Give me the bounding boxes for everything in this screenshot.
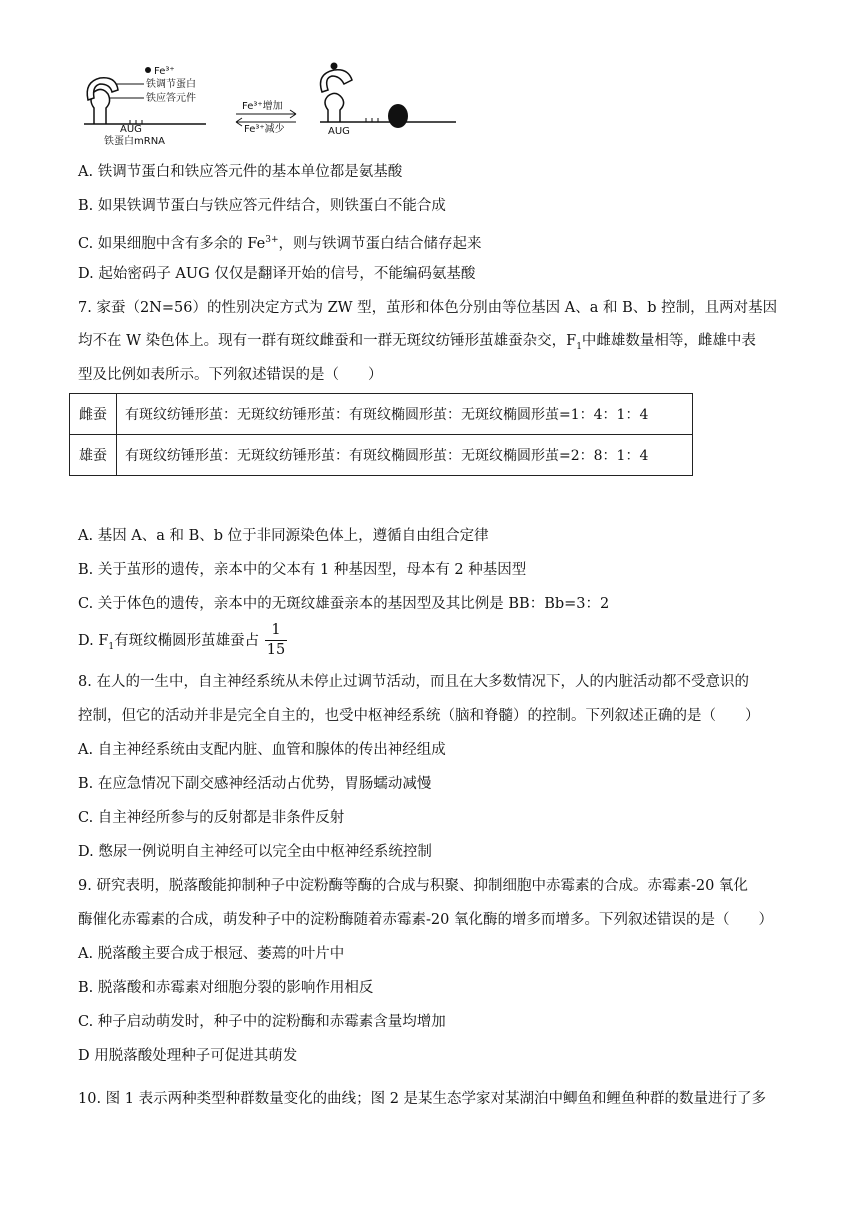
q7-stem-line3: 型及比例如表所示。下列叙述错误的是（ ） (78, 367, 383, 383)
q6-option-c: C. 如果细胞中含有多余的 $Fe^{3+}$，则与铁调节蛋白结合储存起来 (78, 235, 482, 252)
q9-option-c: C. 种子启动萌发时，种子中的淀粉酶和赤霉素含量均增加 (78, 1014, 446, 1030)
q8-option-b: B. 在应急情况下副交感神经活动占优势，胃肠蠕动减慢 (78, 776, 432, 792)
regulatory-protein-label: 铁调节蛋白 (146, 79, 196, 90)
q7-option-c: C. 关于体色的遗传，亲本中的无斑纹雄蚕亲本的基因型及其比例是 BB：Bb=3：2 (78, 596, 610, 612)
q7-stem-line1: 7. 家蚕（2N=56）的性别决定方式为 ZW 型，茧形和体色分别由等位基因 A、a 和 B、b 控制，且两对基因 (78, 300, 778, 316)
fraction (265, 621, 287, 660)
table-row (70, 394, 693, 435)
q9-option-d: D 用脱落酸处理种子可促进其萌发 (78, 1048, 298, 1064)
q6-option-a: A. 铁调节蛋白和铁应答元件的基本单位都是氨基酸 (78, 164, 403, 180)
fe-decrease-label: Fe³⁺减少 (244, 124, 285, 135)
q9-option-b: B. 脱落酸和赤霉素对细胞分裂的影响作用相反 (78, 980, 374, 996)
q10-stem-line1: 10. 图 1 表示两种类型种群数量变化的曲线；图 2 是某生态学家对某湖泊中鲫鱼和鲤鱼种群的数量进行了多 (78, 1091, 767, 1107)
fraction-numerator: 1 (265, 621, 287, 641)
q8-stem-line1: 8. 在人的一生中，自主神经系统从未停止过调节活动，而且在大多数情况下，人的内脏活动都不受意识的 (78, 674, 749, 690)
q8-stem-line2: 控制，但它的活动并非是完全自主的，也受中枢神经系统（脑和脊髓）的控制。下列叙述正确的是（ ） (78, 708, 760, 724)
q7-option-b: B. 关于茧形的遗传，亲本中的父本有 1 种基因型，母本有 2 种基因型 (78, 562, 527, 578)
fe-increase-label: Fe³⁺增加 (242, 101, 283, 112)
fe-label: Fe³⁺ (154, 66, 175, 77)
q7-stem-line2: 均不在 W 染色体上。现有一群有斑纹雌蚕和一群无斑纹纺锤形茧雄蚕杂交，$F_1$中雌雄数量相等，雌雄中表 (78, 333, 756, 352)
aug-right-label: AUG (328, 126, 350, 137)
phenotype-table (69, 393, 693, 476)
table-row (70, 435, 693, 476)
iron-regulation-figure (78, 62, 458, 158)
mrna-label: 铁蛋白mRNA (104, 136, 166, 147)
table-cell-sex: 雄蚕 (70, 435, 117, 476)
q9-stem-line2: 酶催化赤霉素的合成，萌发种子中的淀粉酶随着赤霉素-20 氧化酶的增多而增多。下列叙述错误的是（ ） (78, 912, 773, 928)
table-cell-ratio: 有斑纹纺锤形茧：无斑纹纺锤形茧：有斑纹椭圆形茧：无斑纹椭圆形茧=1：4：1：4 (117, 394, 693, 435)
response-element-label: 铁应答元件 (146, 93, 196, 104)
table-cell-sex: 雌蚕 (70, 394, 117, 435)
q7-option-a: A. 基因 A、a 和 B、b 位于非同源染色体上，遵循自由组合定律 (78, 528, 489, 544)
q9-stem-line1: 9. 研究表明，脱落酸能抑制种子中淀粉酶等酶的合成与积聚、抑制细胞中赤霉素的合成。赤霉素-20 氧化 (78, 878, 748, 894)
q6-option-b: B. 如果铁调节蛋白与铁应答元件结合，则铁蛋白不能合成 (78, 198, 446, 214)
q9-option-a: A. 脱落酸主要合成于根冠、萎蔫的叶片中 (78, 946, 345, 962)
q8-option-c: C. 自主神经所参与的反射都是非条件反射 (78, 810, 345, 826)
table-cell-ratio: 有斑纹纺锤形茧：无斑纹纺锤形茧：有斑纹椭圆形茧：无斑纹椭圆形茧=2：8：1：4 (117, 435, 693, 476)
q8-option-a: A. 自主神经系统由支配内脏、血管和腺体的传出神经组成 (78, 742, 446, 758)
fraction-denominator: 15 (266, 642, 286, 658)
q7-option-d: D. $F_1$有斑纹椭圆形茧雄蚕占 (78, 633, 260, 652)
q8-option-d: D. 憋尿一例说明自主神经可以完全由中枢神经系统控制 (78, 844, 432, 860)
q6-option-d: D. 起始密码子 AUG 仅仅是翻译开始的信号，不能编码氨基酸 (78, 266, 476, 282)
aug-left-label: AUG (120, 124, 142, 135)
